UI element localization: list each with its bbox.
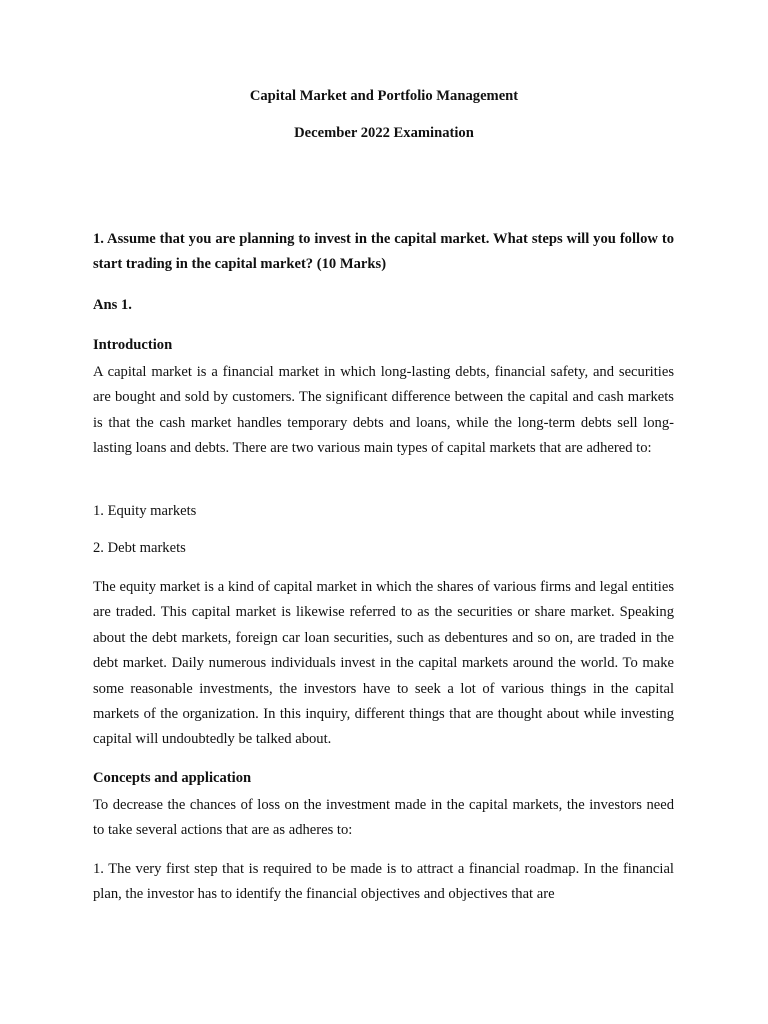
question-text: 1. Assume that you are planning to invest in the capital market. What steps will you follow to start trading in the capital market? (10 Marks)	[93, 231, 674, 273]
document-subtitle: December 2022 Examination	[294, 125, 474, 141]
introduction-heading: Introduction	[93, 337, 173, 353]
list-item-equity-markets: 1. Equity markets	[93, 503, 197, 519]
concepts-paragraph: To decrease the chances of loss on the investment made in the capital markets, the investors need to take several actions that are as adheres to:	[93, 797, 674, 839]
list-item-debt-markets: 2. Debt markets	[93, 540, 186, 556]
concepts-heading: Concepts and application	[93, 770, 252, 786]
step-1-paragraph: 1. The very first step that is required to be made is to attract a financial roadmap. In the financial plan, the investor has to identify the financial objectives and objectives that are	[93, 861, 674, 903]
introduction-paragraph: A capital market is a financial market in which long-lasting debts, financial safety, and securities are bought and sold by customers. The significant difference between the capital and cash markets is that the cash market handles temporary debts and loans, while the long-term debts sell long-lasting loans and debts. There are two various main types of capital markets that are adhered to:	[93, 364, 674, 457]
answer-label: Ans 1.	[93, 297, 132, 313]
document-title: Capital Market and Portfolio Management	[249, 88, 519, 104]
equity-market-paragraph: The equity market is a kind of capital market in which the shares of various firms and legal entities are traded. This capital market is likewise referred to as the securities or share market. Speaking about the debt markets, foreign car loan securities, such as debentures and so on, are traded in the debt market. Daily numerous individuals invest in the capital markets around the world. To make some reasonable investments, the investors have to seek a lot of various things in the capital markets of the organization. In this inquiry, different things that are thought about while investing capital will undoubtedly be talked about.	[93, 579, 674, 748]
